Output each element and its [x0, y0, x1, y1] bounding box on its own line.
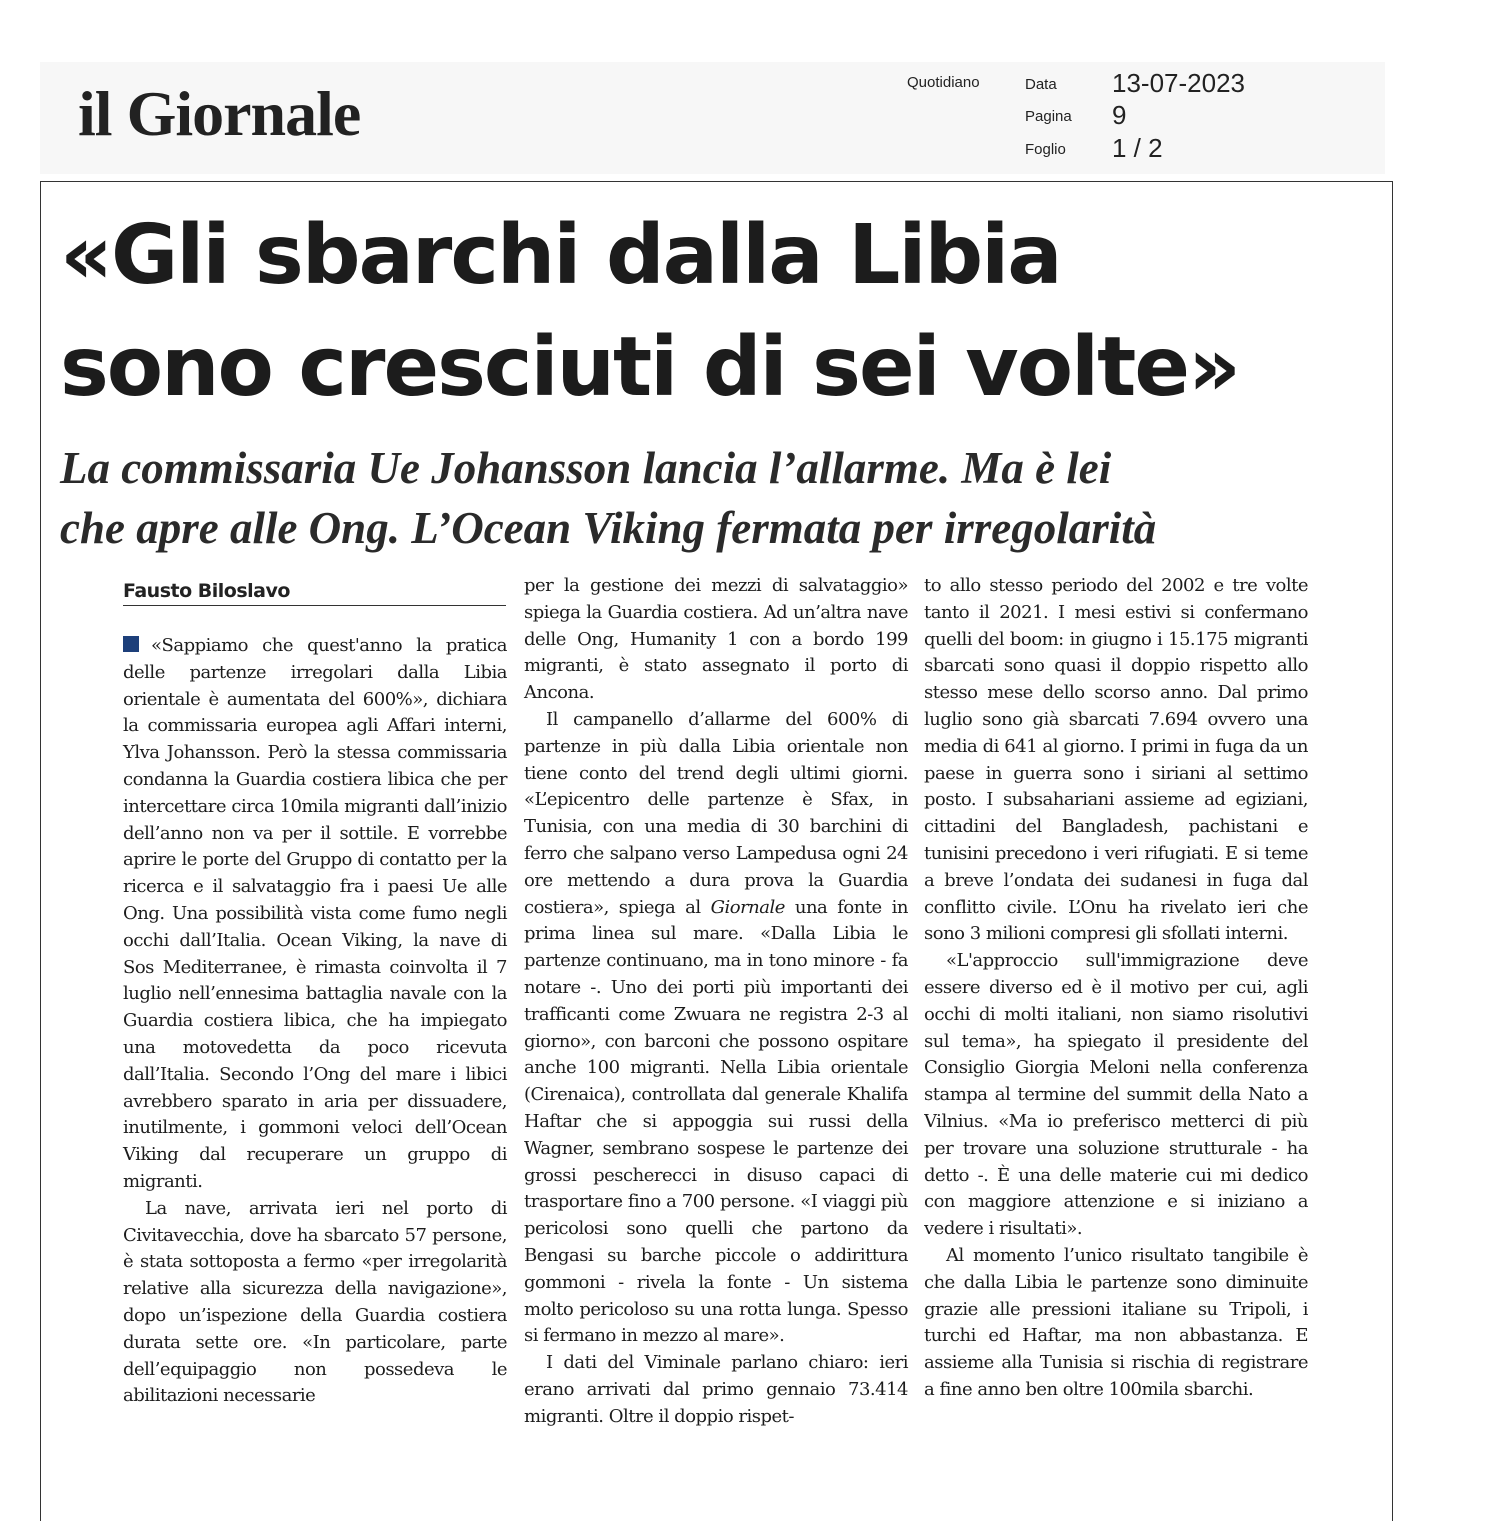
- paragraph-text: una fonte in prima linea sul mare. «Dalla Libia le partenze continuano, ma in tono minore - fa notare -. Uno dei porti più importanti dei trafficanti come Zwuara ne registra 2-3 al giorno», con barconi che possono ospitare anche 100 migranti. Nella Libia orientale (Cirenaica), controllata dal generale Khalifa Haftar che si appoggia sui russi della Wagner, sembrano sospese le partenze dei grossi pescherecci in disuso capaci di trasportare fino a 700 persone. «I viaggi più pericolosi sono quelli che partono da Bengasi su barche piccole o addirittura gommoni - rivela la fonte - Un sistema molto pericoloso su una rotta lunga. Spesso si fermano in mezzo al mare».: [524, 896, 908, 1347]
- date-label: Data: [1025, 76, 1057, 93]
- paragraph: «L'approccio sull'immigrazione deve essere diverso ed è il motivo per cui, agli occhi di molti italiani, non siamo risolutivi sul tema», ha spiegato il presidente del Consiglio Giorgia Meloni nella conferenza stampa al termine del summit della Nato a Vilnius. «Ma io preferisco metterci di più per trovare una soluzione strutturale - ha detto -. È una delle materie cui mi dedico con maggiore attenzione e si iniziano a vedere i risultati».: [924, 950, 1308, 1240]
- newspaper-logo: il Giornale: [78, 78, 361, 149]
- paragraph-text: «Sappiamo che quest'anno la pratica delle partenze irregolari dalla Libia orientale è aumentata del 600%», dichiara la commissaria europea agli Affari interni, Ylva Johansson. Però la stessa commissaria condanna la Guardia costiera libica che per intercettare circa 10mila migranti dall’inizio dell’anno non va per il sottile. E vorrebbe aprire le porte del Gruppo di contatto per la ricerca e il salvataggio fra i paesi Ue alle Ong. Una possibilità vista come fumo negli occhi dall’Italia. Ocean Viking, la nave di Sos Mediterranee, è rimasta coinvolta il 7 luglio nell’ennesima battaglia navale con la Guardia costiera libica, che ha impiegato una motovedetta da poco ricevuta dall’Italia. Secondo l’Ong del mare i libici avrebbero sparato in aria per dissuadere, inutilmente, i gommoni veloci dell’Ocean Viking dal recuperare un gruppo di migranti.: [123, 635, 507, 1192]
- sheet-value: 1 / 2: [1112, 133, 1163, 163]
- paragraph: La nave, arrivata ieri nel porto di Civitavecchia, dove ha sbarcato 57 persone, è stata sottoposta a fermo «per irregolarità relative alla sicurezza della navigazione», dopo un’ispezione della Guardia costiera durata sette ore. «In particolare, parte dell’equipaggio non possedeva le abilitazioni necessarie: [123, 1197, 507, 1407]
- article-column-1: [123, 633, 507, 1473]
- publication-type: Quotidiano: [907, 74, 980, 91]
- date-value: 13-07-2023: [1112, 68, 1245, 98]
- headline-line-2: sono cresciuti di sei volte»: [60, 320, 1239, 415]
- paragraph: I dati del Viminale parlano chiaro: ieri erano arrivati dal primo gennaio 73.414 migranti. Oltre il doppio rispet-: [524, 1352, 908, 1427]
- headline: [60, 200, 1380, 424]
- lead-square-icon: [123, 636, 139, 652]
- subheadline-line-2: che apre alle Ong. L’Ocean Viking fermata per irregolarità: [60, 503, 1157, 553]
- page-value: 9: [1112, 100, 1127, 130]
- headline-line-1: «Gli sbarchi dalla Libia: [60, 208, 1061, 303]
- paragraph: to allo stesso periodo del 2002 e tre volte tanto il 2021. I mesi estivi si confermano quelli del boom: in giugno i 15.175 migranti sbarcati sono quasi il doppio rispetto allo stesso mese dello scorso anno. Dal primo luglio sono già sbarcati 7.694 ovvero una media di 641 al giorno. I primi in fuga da un paese in guerra sono i siriani al settimo posto. I subsahariani assieme ad egiziani, cittadini del Bangladesh, pachistani e tunisini precedono i veri rifugiati. E si teme a breve l’ondata dei sudanesi in fuga dal conflitto civile. L’Onu ha rivelato ieri che sono 3 milioni compresi gli sfollati interni.: [924, 575, 1308, 945]
- paragraph: [123, 633, 507, 1196]
- page-label: Pagina: [1025, 108, 1072, 125]
- article-column-3: [924, 573, 1308, 1500]
- paragraph-text: Il campanello d’allarme del 600% di partenze in più dalla Libia orientale non tiene conto del trend degli ultimi giorni. «L’epicentro delle partenze è Sfax, in Tunisia, con una media di 30 barchini di ferro che salpano verso Lampedusa ogni 24 ore mettendo a dura prova la Guardia costiera», spiega al: [524, 708, 908, 918]
- subheadline-line-1: La commissaria Ue Johansson lancia l’allarme. Ma è lei: [60, 443, 1112, 493]
- paragraph: [524, 707, 908, 1350]
- paragraph: per la gestione dei mezzi di salvataggio» spiega la Guardia costiera. Ad un’altra nave delle Ong, Humanity 1 con a bordo 199 migranti, è stato assegnato il porto di Ancona.: [524, 575, 908, 704]
- byline: Fausto Biloslavo: [123, 580, 506, 606]
- paragraph: Al momento l’unico risultato tangibile è che dalla Libia le partenze sono diminuite grazie alle pressioni italiane su Tripoli, i turchi ed Haftar, ma non abbastanza. E assieme alla Tunisia si rischia di registrare a fine anno ben oltre 100mila sbarchi.: [924, 1244, 1308, 1400]
- article-column-2: [524, 573, 908, 1493]
- sheet-label: Foglio: [1025, 141, 1066, 158]
- subheadline: [60, 438, 1360, 558]
- newspaper-name-italic: Giornale: [710, 896, 785, 918]
